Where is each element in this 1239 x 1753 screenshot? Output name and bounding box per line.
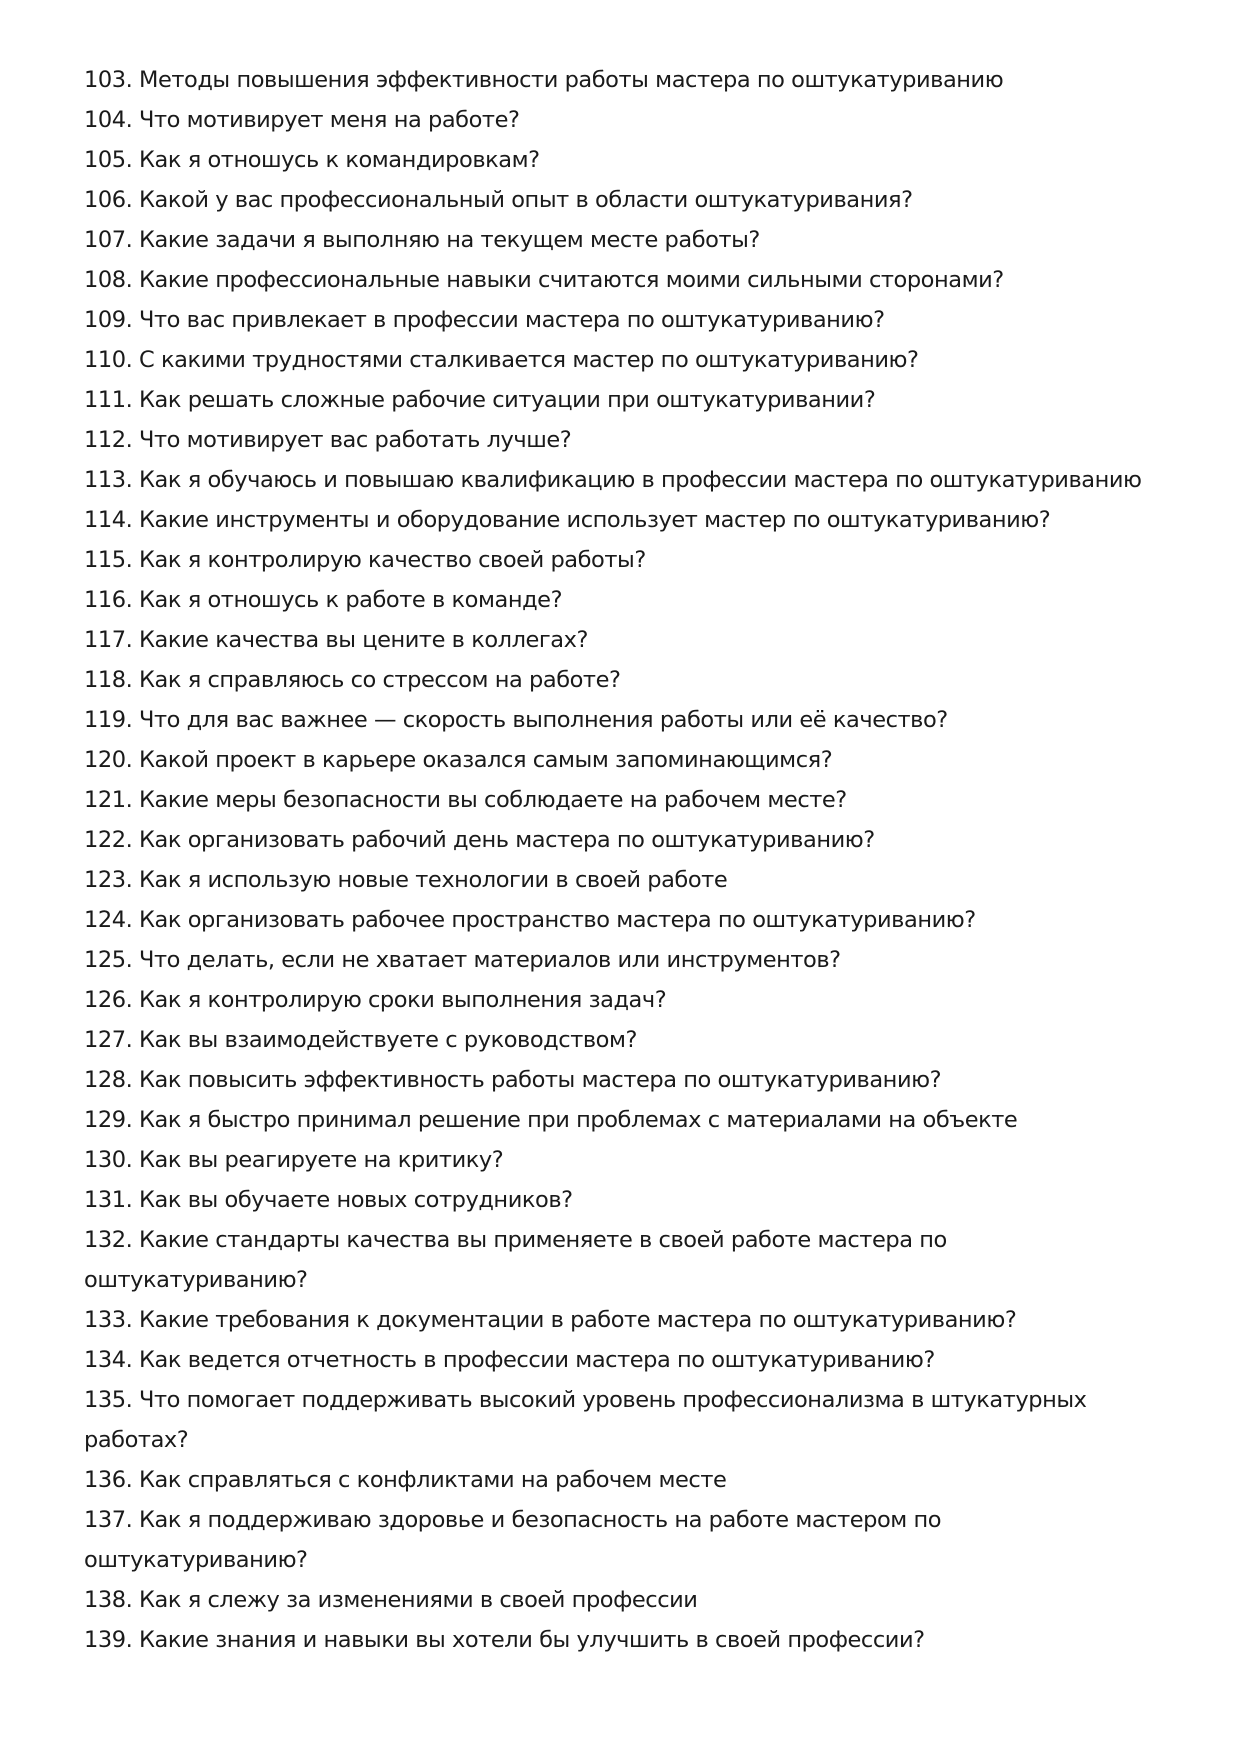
list-item	[84, 180, 1164, 220]
list-item	[84, 620, 1164, 660]
list-item	[84, 1180, 1164, 1220]
list-item	[84, 100, 1164, 140]
list-item	[84, 300, 1164, 340]
list-item-text: 133. Какие требования к документации в работе мастера по оштукатуриванию?	[84, 1307, 1017, 1333]
list-item	[84, 460, 1164, 500]
list-item-text: 121. Какие меры безопасности вы соблюдаете на рабочем месте?	[84, 787, 847, 813]
list-item	[84, 60, 1164, 100]
list-item-text: 130. Как вы реагируете на критику?	[84, 1147, 504, 1173]
list-item	[84, 1140, 1164, 1180]
list-item-text: 139. Какие знания и навыки вы хотели бы улучшить в своей профессии?	[84, 1627, 925, 1653]
list-item-text: 108. Какие профессиональные навыки считаются моими сильными сторонами?	[84, 267, 1004, 293]
question-list	[84, 60, 1164, 1660]
list-item	[84, 740, 1164, 780]
list-item-text: 110. С какими трудностями сталкивается мастер по оштукатуриванию?	[84, 347, 919, 373]
list-item	[84, 1300, 1164, 1340]
list-item-text: 132. Какие стандарты качества вы применяете в своей работе мастера по	[84, 1227, 947, 1253]
list-item	[84, 420, 1164, 460]
list-item-text: 115. Как я контролирую качество своей работы?	[84, 547, 646, 573]
list-item	[84, 1500, 1164, 1580]
list-item	[84, 980, 1164, 1020]
list-item-text: 125. Что делать, если не хватает материалов или инструментов?	[84, 947, 841, 973]
list-item	[84, 820, 1164, 860]
list-item-text: 107. Какие задачи я выполняю на текущем месте работы?	[84, 227, 760, 253]
list-item-text: 120. Какой проект в карьере оказался самым запоминающимся?	[84, 747, 833, 773]
list-item-text: 126. Как я контролирую сроки выполнения задач?	[84, 987, 667, 1013]
list-item	[84, 860, 1164, 900]
list-item-text: 128. Как повысить эффективность работы мастера по оштукатуриванию?	[84, 1067, 942, 1093]
list-item-text: 122. Как организовать рабочий день мастера по оштукатуриванию?	[84, 827, 875, 853]
list-item-text: 117. Какие качества вы цените в коллегах?	[84, 627, 588, 653]
list-item-text: 127. Как вы взаимодействуете с руководством?	[84, 1027, 638, 1053]
list-item-text: 103. Методы повышения эффективности работы мастера по оштукатуриванию	[84, 67, 1004, 93]
list-item	[84, 500, 1164, 540]
list-item	[84, 540, 1164, 580]
list-item	[84, 1060, 1164, 1100]
list-item-text: 109. Что вас привлекает в профессии мастера по оштукатуриванию?	[84, 307, 885, 333]
list-item-text: 123. Как я использую новые технологии в своей работе	[84, 867, 728, 893]
list-item-text: 119. Что для вас важнее — скорость выполнения работы или её качество?	[84, 707, 948, 733]
list-item-text: работах?	[84, 1427, 189, 1453]
list-item-text: 129. Как я быстро принимал решение при проблемах с материалами на объекте	[84, 1107, 1018, 1133]
list-item-text: оштукатуриванию?	[84, 1547, 308, 1573]
list-item	[84, 1460, 1164, 1500]
list-item-text: 106. Какой у вас профессиональный опыт в области оштукатуривания?	[84, 187, 913, 213]
list-item-text: 124. Как организовать рабочее пространство мастера по оштукатуриванию?	[84, 907, 976, 933]
list-item	[84, 1220, 1164, 1300]
list-item	[84, 940, 1164, 980]
list-item	[84, 700, 1164, 740]
list-item-text: 138. Как я слежу за изменениями в своей профессии	[84, 1587, 698, 1613]
list-item-text: 111. Как решать сложные рабочие ситуации при оштукатуривании?	[84, 387, 876, 413]
list-item-text: 112. Что мотивирует вас работать лучше?	[84, 427, 572, 453]
list-item	[84, 340, 1164, 380]
list-item-text: 137. Как я поддерживаю здоровье и безопасность на работе мастером по	[84, 1507, 942, 1533]
list-item-text: 136. Как справляться с конфликтами на рабочем месте	[84, 1467, 727, 1493]
list-item-text: 135. Что помогает поддерживать высокий уровень профессионализма в штукатурных	[84, 1387, 1087, 1413]
list-item	[84, 1340, 1164, 1380]
list-item-text: 113. Как я обучаюсь и повышаю квалификацию в профессии мастера по оштукатуриванию	[84, 467, 1142, 493]
list-item-text: 131. Как вы обучаете новых сотрудников?	[84, 1187, 573, 1213]
list-item	[84, 220, 1164, 260]
list-item	[84, 140, 1164, 180]
list-item	[84, 380, 1164, 420]
list-item-text: 134. Как ведется отчетность в профессии мастера по оштукатуриванию?	[84, 1347, 935, 1373]
list-item-text: оштукатуриванию?	[84, 1267, 308, 1293]
list-item	[84, 580, 1164, 620]
list-item-text: 114. Какие инструменты и оборудование использует мастер по оштукатуриванию?	[84, 507, 1051, 533]
list-item	[84, 1580, 1164, 1620]
list-item-text: 104. Что мотивирует меня на работе?	[84, 107, 520, 133]
list-item	[84, 260, 1164, 300]
list-item	[84, 1020, 1164, 1060]
list-item	[84, 1620, 1164, 1660]
list-item-text: 116. Как я отношусь к работе в команде?	[84, 587, 563, 613]
list-item	[84, 660, 1164, 700]
list-item	[84, 900, 1164, 940]
list-item-text: 105. Как я отношусь к командировкам?	[84, 147, 540, 173]
list-item	[84, 1380, 1164, 1460]
list-item	[84, 780, 1164, 820]
list-item	[84, 1100, 1164, 1140]
list-item-text: 118. Как я справляюсь со стрессом на работе?	[84, 667, 621, 693]
